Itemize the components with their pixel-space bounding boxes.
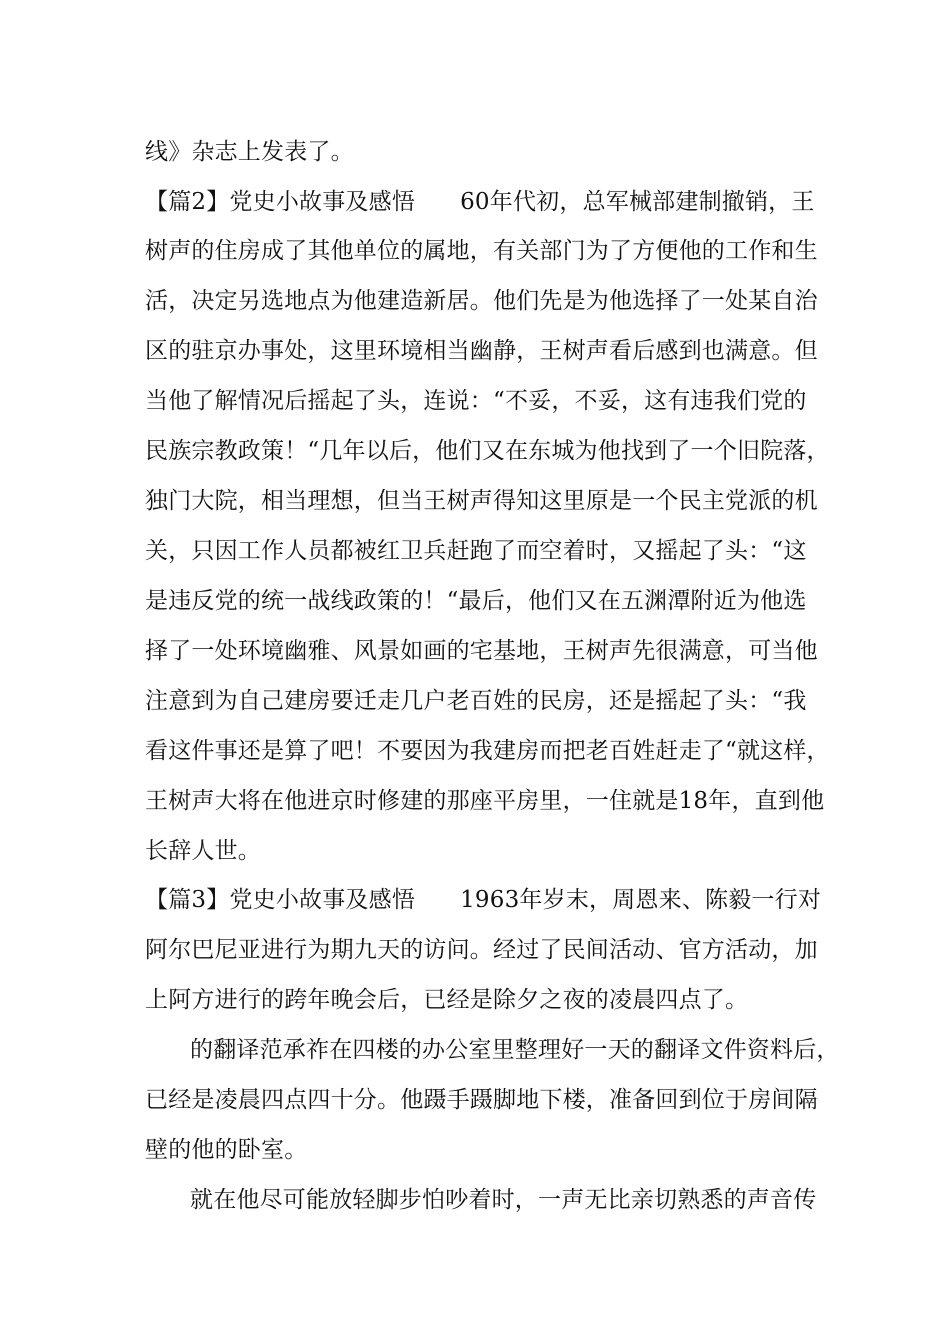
text-line: 关，只因工作人员都被红卫兵赶跑了而空着时，又摇起了头：“这 [145,538,807,564]
text-line: 王树声大将在他进京时修建的那座平房里，一住就是18年，直到他 [145,788,825,814]
text-line: 已经是凌晨四点四十分。他蹑手蹑脚地下楼，准备回到位于房间隔 [145,1087,818,1113]
text-line: 看这件事还是算了吧！不要因为我建房而把老百姓赶走了“就这样， [145,738,830,764]
text-line: 【篇3】党史小故事及感悟 1963年岁末，周恩来、陈毅一行对 [145,887,822,913]
text-line: 当他了解情况后摇起了头，连说：“不妥，不妥，这有违我们党的 [145,388,807,414]
text-line: 上阿方进行的跨年晚会后，已经是除夕之夜的凌晨四点了。 [145,987,749,1013]
text-line: 的翻译范承祚在四楼的办公室里整理好一天的翻译文件资料后， [190,1037,840,1063]
text-line: 活，决定另选地点为他建造新居。他们先是为他选择了一处某自治 [145,288,818,314]
text-line: 择了一处环境幽雅、风景如画的宅基地，王树声先很满意，可当他 [145,638,818,664]
text-line: 阿尔巴尼亚进行为期九天的访问。经过了民间活动、官方活动，加 [145,937,818,963]
text-line: 独门大院，相当理想，但当王树声得知这里原是一个民主党派的机 [145,488,818,514]
text-line: 树声的住房成了其他单位的属地，有关部门为了方便他的工作和生 [145,238,818,264]
text-line: 民族宗教政策！“几年以后，他们又在东城为他找到了一个旧院落， [145,438,830,464]
text-line: 线》杂志上发表了。 [145,139,354,165]
text-line: 【篇2】党史小故事及感悟 60年代初，总军械部建制撤销，王 [145,189,815,215]
text-line: 区的驻京办事处，这里环境相当幽静，王树声看后感到也满意。但 [145,338,818,364]
text-line: 长辞人世。 [145,838,261,864]
text-line: 是违反党的统一战线政策的！“最后，他们又在五渊潭附近为他选 [145,588,807,614]
text-line: 壁的他的卧室。 [145,1137,308,1163]
text-line: 注意到为自己建房要迁走几户老百姓的民房，还是摇起了头：“我 [145,688,807,714]
text-line: 就在他尽可能放轻脚步怕吵着时，一声无比亲切熟悉的声音传 [190,1187,817,1213]
